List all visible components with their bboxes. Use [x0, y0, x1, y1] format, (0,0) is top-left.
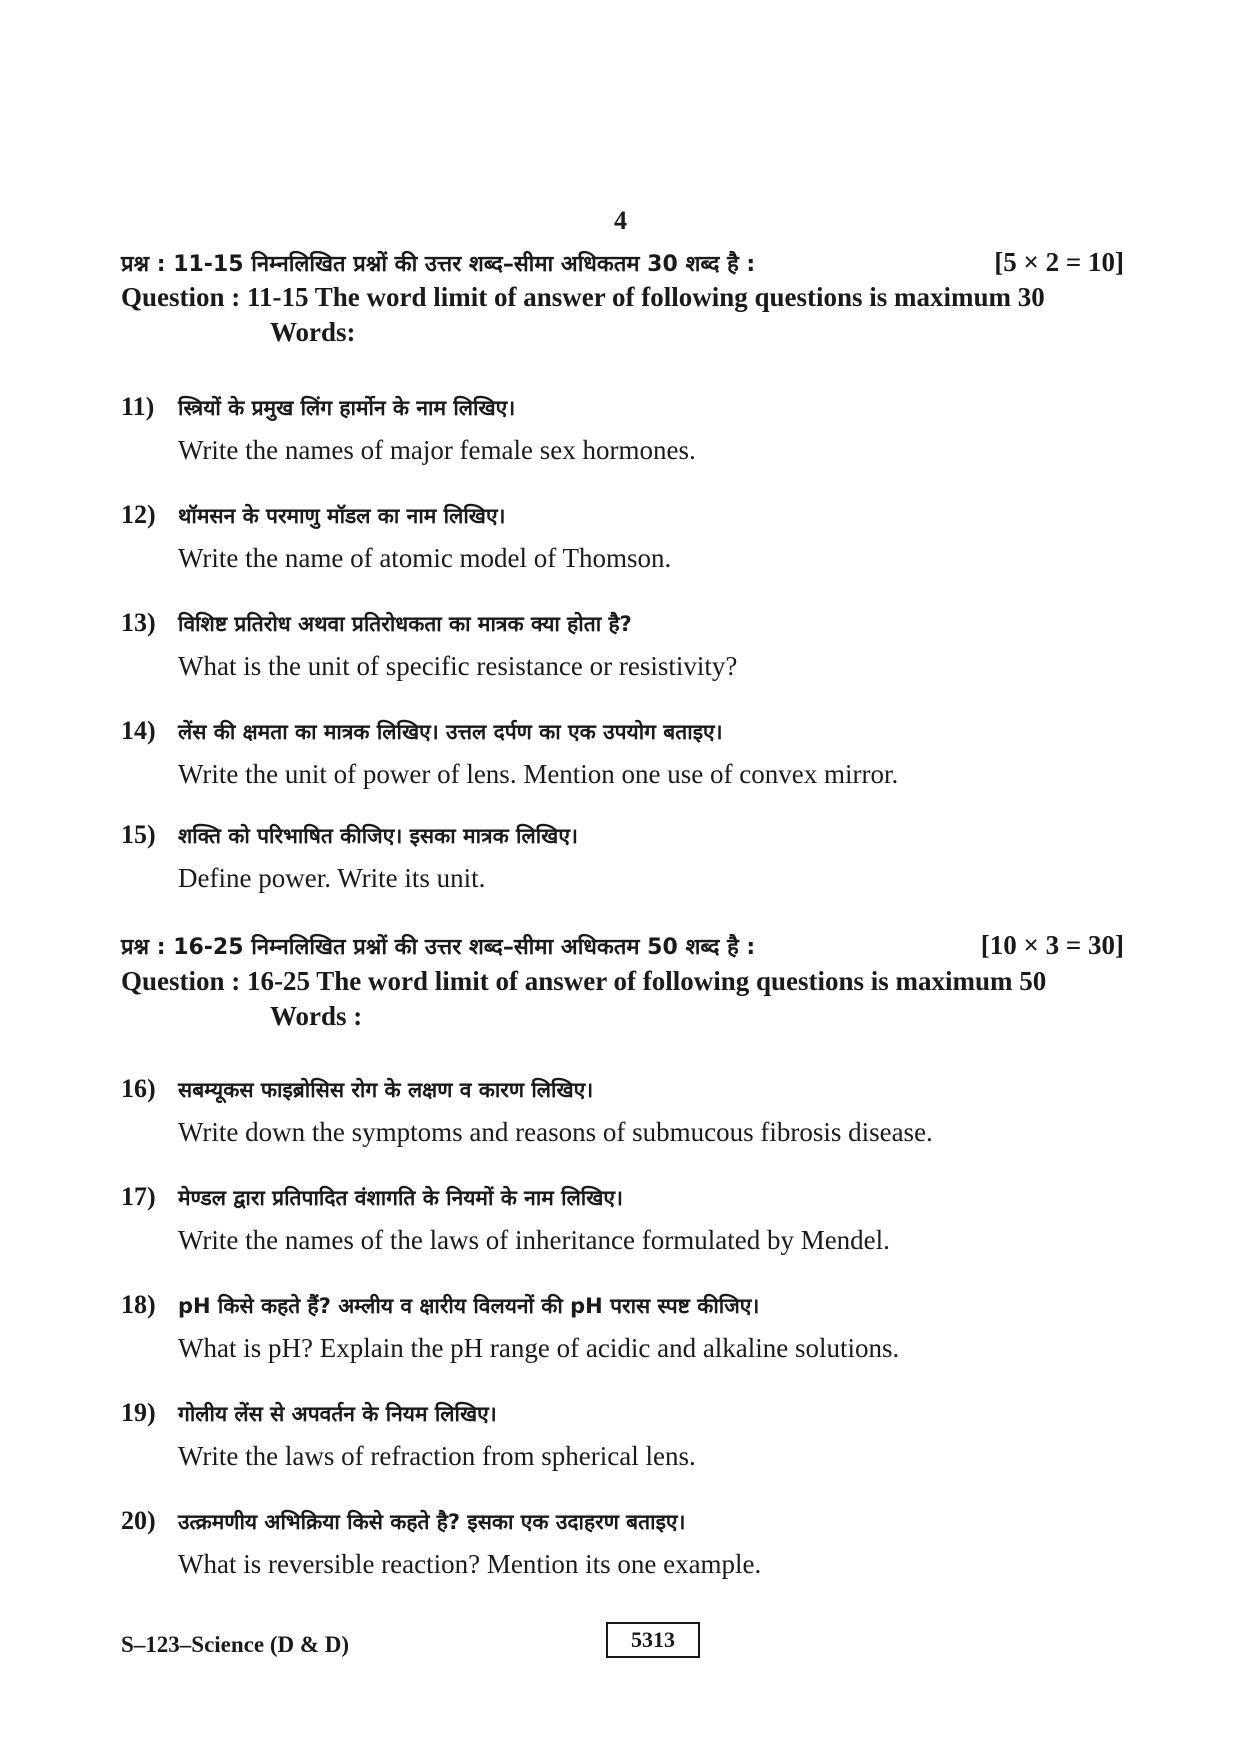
question-15 [121, 820, 1131, 896]
question-13 [121, 608, 1131, 684]
question-number: 15) [121, 820, 156, 849]
question-text-hindi: मेण्डल द्वारा प्रतिपादित वंशागति के नियमों के नाम लिखिए। [178, 1186, 623, 1210]
question-number: 13) [121, 608, 156, 637]
question-number: 12) [121, 500, 156, 529]
section-instruction-english-continued: Words: [270, 317, 356, 347]
section-marks: [10 × 3 = 30] [980, 930, 1124, 960]
question-text-english: Write the laws of refraction from spherical lens. [178, 1441, 696, 1471]
question-text-english: Write the unit of power of lens. Mention one use of convex mirror. [178, 759, 899, 789]
question-text-hindi: स्त्रियों के प्रमुख लिंग हार्मोन के नाम लिखिए। [178, 396, 516, 420]
question-number: 20) [121, 1506, 156, 1535]
question-text-hindi: गोलीय लेंस से अपवर्तन के नियम लिखिए। [178, 1402, 497, 1426]
question-text-hindi: थॉमसन के परमाणु मॉडल का नाम लिखिए। [178, 504, 506, 528]
question-18 [121, 1290, 1131, 1366]
question-text-hindi: विशिष्ट प्रतिरोध अथवा प्रतिरोधकता का मात्रक क्या होता है? [178, 612, 632, 636]
question-text-hindi: उत्क्रमणीय अभिक्रिया किसे कहते है? इसका एक उदाहरण बताइए। [178, 1510, 686, 1534]
question-text-hindi: लेंस की क्षमता का मात्रक लिखिए। उत्तल दर्पण का एक उपयोग बताइए। [178, 720, 723, 744]
question-12 [121, 500, 1131, 576]
section-instruction-english-continued: Words : [270, 1001, 363, 1031]
question-number: 14) [121, 716, 156, 745]
question-text-english: Write the names of major female sex hormones. [178, 435, 696, 465]
section-heading-hindi-1 [121, 247, 1124, 278]
page-number: 4 [614, 206, 627, 235]
section-heading-english-2 [121, 964, 1131, 1034]
question-19 [121, 1398, 1131, 1474]
question-16 [121, 1074, 1131, 1150]
question-number: 16) [121, 1074, 156, 1103]
section-heading-english-1 [121, 280, 1131, 350]
question-text-english: What is the unit of specific resistance or resistivity? [178, 651, 738, 681]
question-text-english: Write down the symptoms and reasons of submucous fibrosis disease. [178, 1117, 933, 1147]
question-text-hindi: सबम्यूकस फाइब्रोसिस रोग के लक्षण व कारण लिखिए। [178, 1078, 594, 1102]
question-number: 18) [121, 1290, 156, 1319]
question-17 [121, 1182, 1131, 1258]
section-instruction-hindi: प्रश्न : 16-25 निम्नलिखित प्रश्नों की उत्तर शब्द–सीमा अधिकतम 50 शब्द है : [121, 935, 756, 960]
section-instruction-hindi: प्रश्न : 11-15 निम्नलिखित प्रश्नों की उत्तर शब्द–सीमा अधिकतम 30 शब्द है : [121, 252, 756, 277]
question-text-english: Write the names of the laws of inheritance formulated by Mendel. [178, 1225, 890, 1255]
question-text-english: What is reversible reaction? Mention its one example. [178, 1549, 762, 1579]
question-text-english: Write the name of atomic model of Thomson. [178, 543, 672, 573]
question-text-english: What is pH? Explain the pH range of acidic and alkaline solutions. [178, 1333, 900, 1363]
section-instruction-english: Question : 16-25 The word limit of answer of following questions is maximum 50 [121, 966, 1047, 996]
subject-code: S–123–Science (D & D) [121, 1632, 350, 1657]
question-number: 19) [121, 1398, 156, 1427]
section-heading-hindi-2 [121, 930, 1124, 961]
paper-code-box: 5313 [606, 1622, 700, 1658]
question-number: 17) [121, 1182, 156, 1211]
question-text-hindi: शक्ति को परिभाषित कीजिए। इसका मात्रक लिखिए। [178, 824, 578, 848]
question-text-english: Define power. Write its unit. [178, 863, 486, 893]
question-14 [121, 716, 1131, 792]
question-20 [121, 1506, 1131, 1582]
section-instruction-english: Question : 11-15 The word limit of answer of following questions is maximum 30 [121, 282, 1045, 312]
section-marks: [5 × 2 = 10] [994, 247, 1124, 277]
question-11 [121, 392, 1131, 468]
question-text-hindi: pH किसे कहते हैं? अम्लीय व क्षारीय विलयनों की pH परास स्पष्ट कीजिए। [178, 1294, 760, 1318]
question-number: 11) [121, 392, 155, 421]
